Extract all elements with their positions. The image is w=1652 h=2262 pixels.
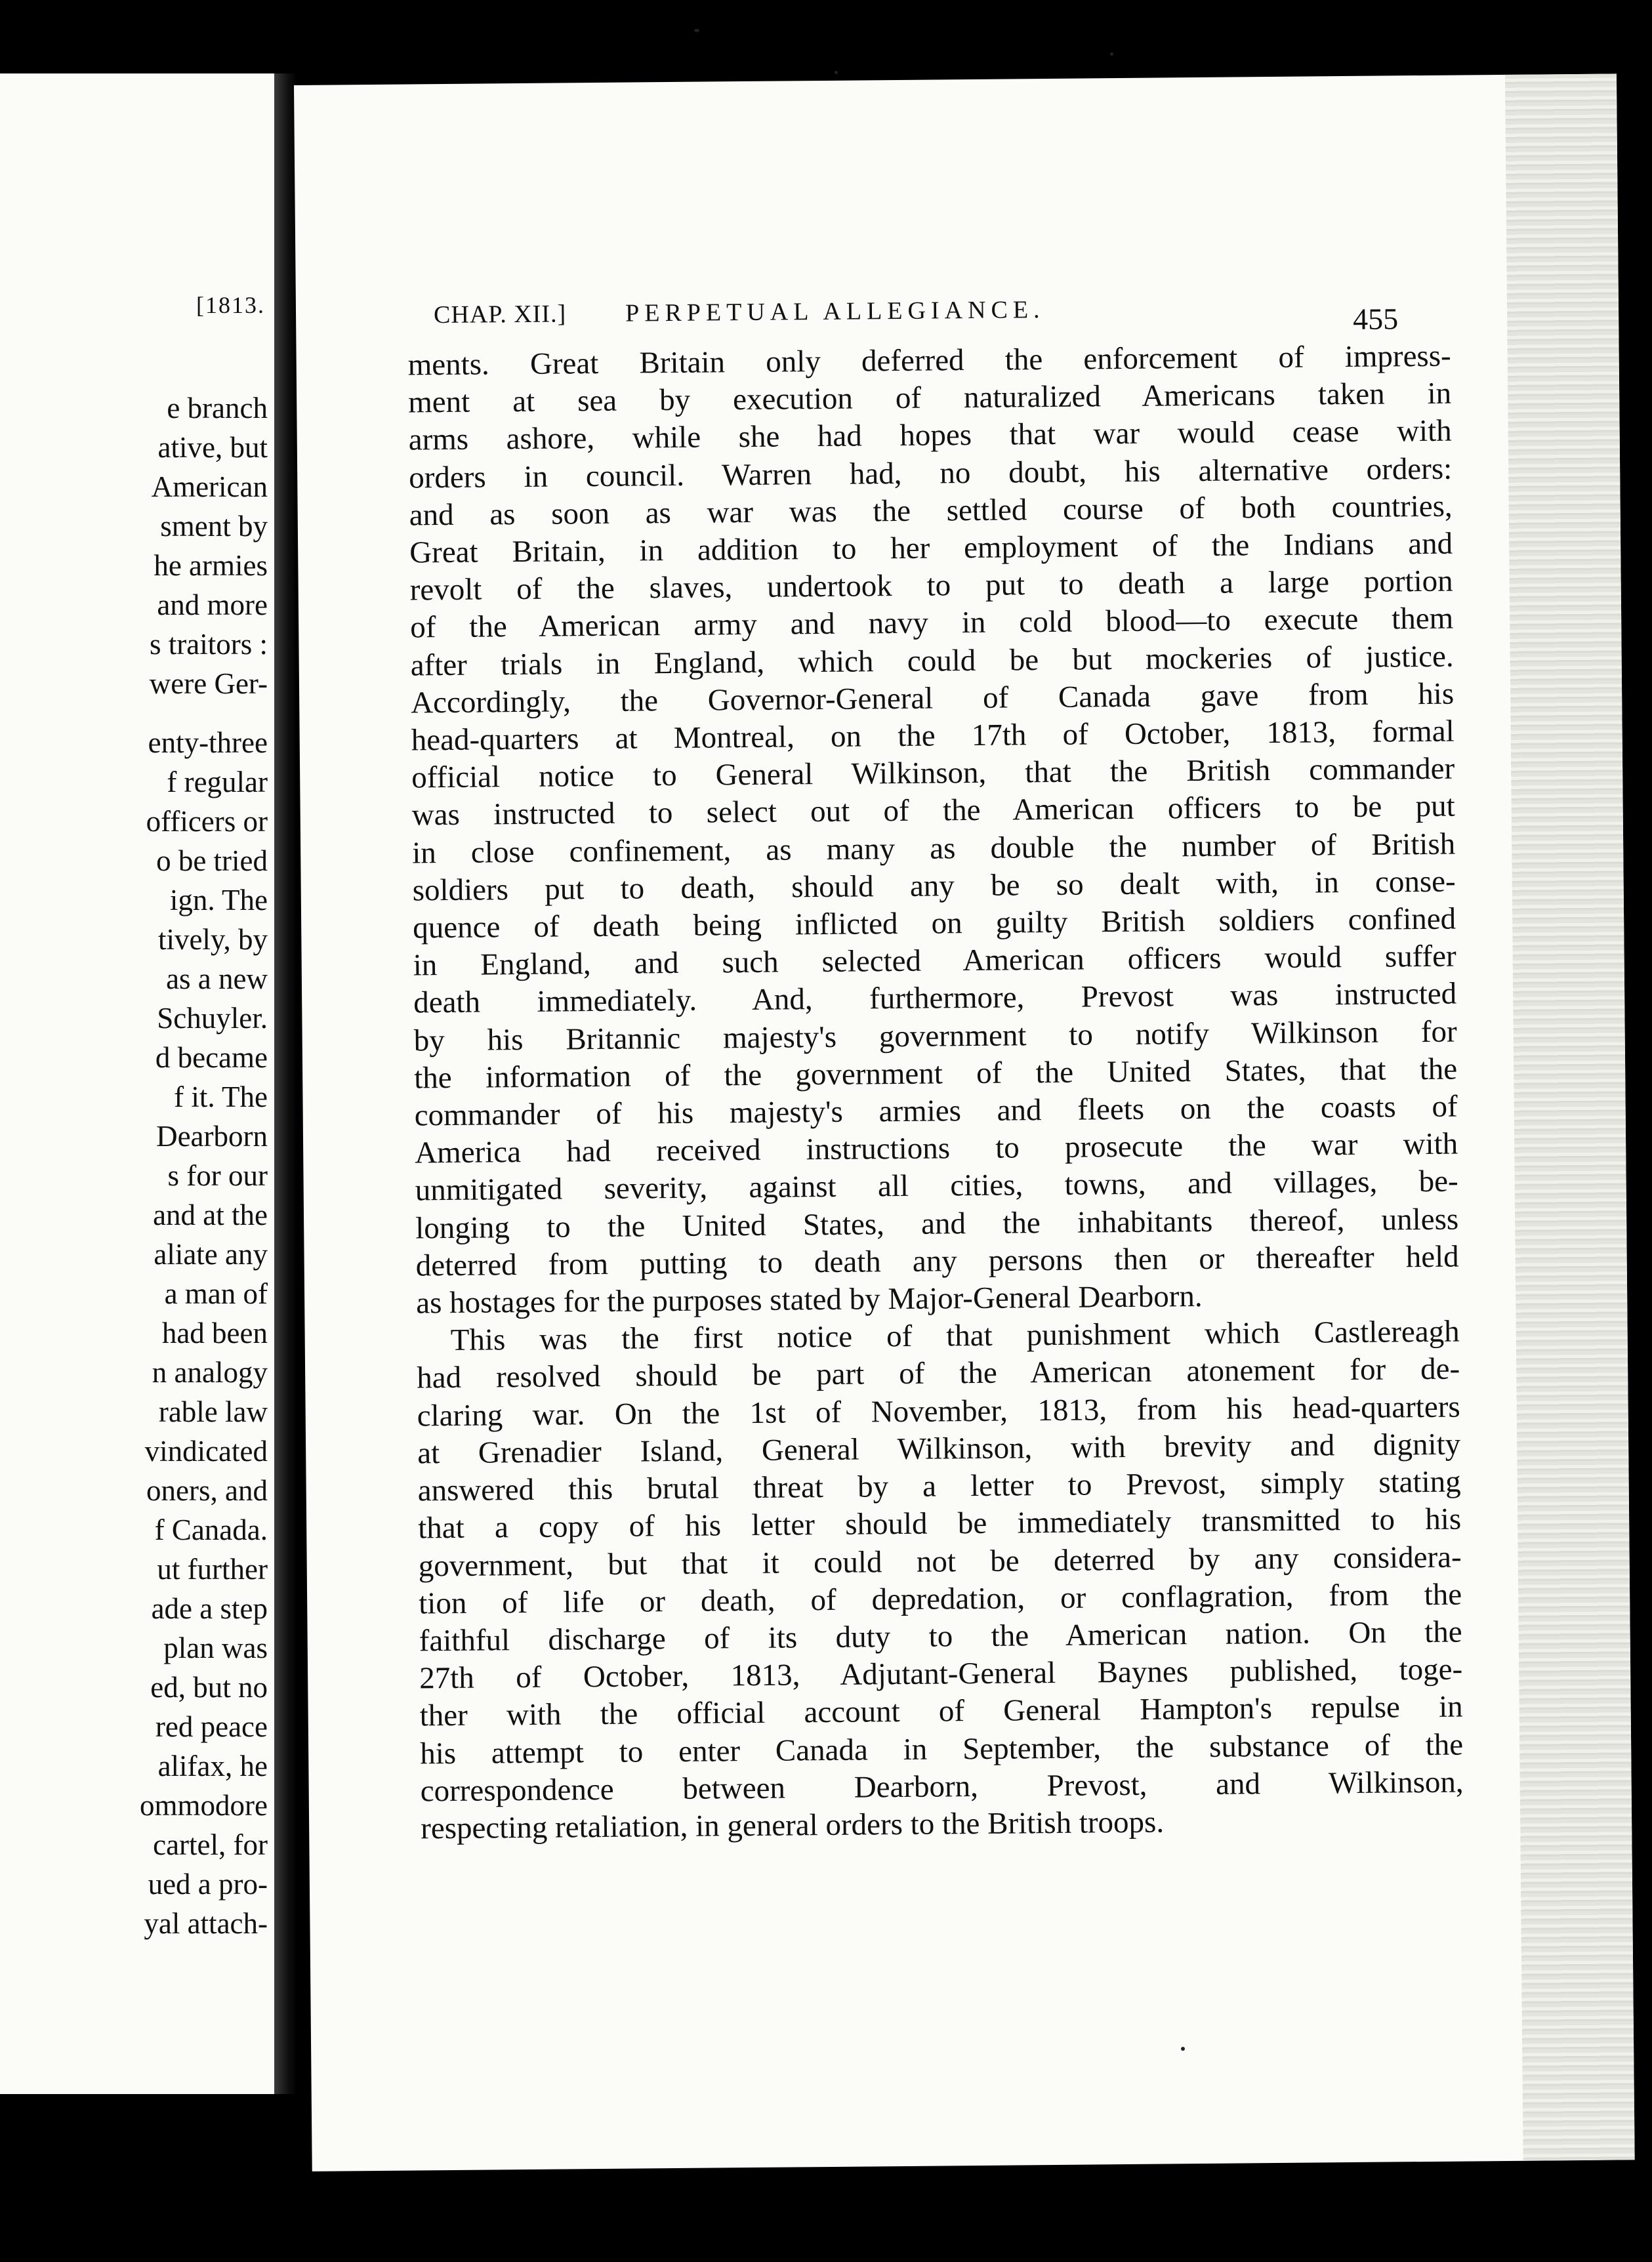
body-text-line: his attempt to enter Canada in September, the substance of the	[419, 1727, 1464, 1771]
body-text-line: unmitigated severity, against all cities, towns, and villages, be-	[415, 1164, 1458, 1208]
left-text-line: vindicated	[144, 1435, 268, 1468]
body-text-line: by his Britannic majesty's government to notify Wilkinson for	[413, 1014, 1457, 1058]
body-text-line: answered this brutal threat by a letter to Prevost, simply stating	[417, 1464, 1461, 1508]
left-text-line: and more	[157, 588, 268, 621]
body-text-line: quence of death being inflicted on guilty British soldiers confined	[412, 901, 1456, 945]
body-text-line: after trials in England, which could be but mockeries of justice.	[410, 639, 1454, 683]
body-text-line: correspondence between Dearborn, Prevost, and Wilkinson,	[420, 1765, 1464, 1809]
left-text-line: oners, and	[146, 1474, 268, 1507]
body-text-line: longing to the United States, and the inhabitants thereof, unless	[415, 1202, 1459, 1246]
body-text-line: had resolved should be part of the American atonement for de-	[416, 1352, 1460, 1395]
left-text-line: had been	[161, 1317, 268, 1349]
body-text-line: orders in council. Warren had, no doubt, his alternative orders:	[408, 451, 1453, 495]
body-text-line: 27th of October, 1813, Adjutant-General Baynes published, toge-	[419, 1652, 1463, 1696]
scan-speck	[1110, 52, 1113, 56]
left-text-line: as a new	[166, 962, 268, 995]
left-text-line: and at the	[153, 1199, 268, 1231]
body-text-line: Accordingly, the Governor-General of Canada gave from his	[410, 676, 1455, 720]
left-text-line: f it. The	[174, 1080, 268, 1113]
scan-speck	[1181, 2047, 1185, 2051]
scan-speck	[835, 71, 838, 74]
left-page-fragment	[0, 73, 278, 2094]
left-text-line: he armies	[154, 549, 268, 582]
left-text-line: were Ger-	[149, 667, 268, 700]
left-text-line: d became	[155, 1041, 268, 1074]
scan-speck	[694, 29, 699, 32]
left-text-line: Schuyler.	[157, 1002, 268, 1035]
body-text-line: official notice to General Wilkinson, that the British commander	[411, 751, 1455, 795]
left-text-line: American	[151, 470, 268, 503]
left-text-line: s for our	[167, 1159, 268, 1192]
left-text-line: s traitors :	[150, 628, 268, 661]
body-text-line: revolt of the slaves, undertook to put to death a large portion	[409, 564, 1453, 607]
body-text-line: ments. Great Britain only deferred the enforcement of impress-	[407, 339, 1451, 382]
body-text-line: death immediately. And, furthermore, Prevost was instructed	[413, 977, 1457, 1020]
left-text-line: Dearborn	[156, 1120, 268, 1153]
body-text-line: America had received instructions to prosecute the war with	[414, 1126, 1458, 1170]
body-text-line: of the American army and navy in cold blood—to execute them	[409, 602, 1454, 645]
left-text-line: enty-three	[148, 726, 268, 759]
body-text-line: and as soon as war was the settled course of both countries,	[409, 489, 1453, 533]
left-text-line: red peace	[155, 1710, 268, 1743]
body-text	[407, 338, 1464, 1848]
left-text-line: sment by	[160, 510, 268, 543]
body-text-line: soldiers put to death, should any be so dealt with, in conse-	[412, 864, 1456, 908]
body-text-line: in close confinement, as many as double the number of British	[411, 827, 1456, 871]
body-text-line: ment at sea by execution of naturalized Americans taken in	[408, 376, 1452, 420]
body-text-line: deterred from putting to death any persons then or thereafter held	[415, 1239, 1459, 1283]
left-text-line: ign. The	[169, 884, 268, 916]
left-text-line: yal attach-	[144, 1907, 268, 1940]
body-text-line: This was the first notice of that punishment which Castlereagh	[450, 1314, 1460, 1358]
left-text-line: ed, but no	[150, 1671, 268, 1704]
left-text-line: ative, but	[157, 431, 268, 464]
left-text-line: ued a pro-	[148, 1868, 268, 1901]
left-text-line: cartel, for	[153, 1828, 268, 1861]
left-text-line: f Canada.	[154, 1513, 268, 1546]
body-text-line: tion of life or death, of depredation, or conflagration, from the	[418, 1577, 1462, 1621]
book-spine-shadow	[274, 73, 297, 2094]
left-text-line: ommodore	[140, 1789, 268, 1822]
left-text-line: officers or	[146, 805, 268, 838]
left-text-line: aliate any	[154, 1238, 268, 1271]
body-text-line: at Grenadier Island, General Wilkinson, with brevity and dignity	[417, 1427, 1461, 1471]
page-edge-stack	[1505, 73, 1635, 2160]
left-text-line: e branch	[167, 392, 268, 424]
left-text-line: f regular	[167, 766, 268, 798]
body-text-line: head-quarters at Montreal, on the 17th of October, 1813, formal	[411, 714, 1455, 758]
running-head	[433, 292, 1399, 336]
left-text-line: o be tried	[156, 844, 268, 877]
body-text-line: arms ashore, while she had hopes that war would cease with	[408, 414, 1452, 457]
left-text-line: plan was	[163, 1632, 268, 1664]
body-text-line: faithful discharge of its duty to the American nation. On the	[419, 1614, 1462, 1658]
body-text-line: government, but that it could not be deterred by any considera-	[418, 1540, 1462, 1583]
body-text-line: was instructed to select out of the American officers to be put	[411, 789, 1455, 833]
left-text-line: alifax, he	[157, 1750, 268, 1782]
left-text-line: a man of	[164, 1277, 268, 1310]
body-text-line: commander of his majesty's armies and fleets on the coasts of	[414, 1089, 1458, 1133]
body-text-line: as hostages for the purposes stated by Major-General Dearborn.	[415, 1279, 1203, 1321]
body-text-line: respecting retaliation, in general orders to the British troops.	[420, 1805, 1165, 1846]
body-text-line: ther with the official account of General Hampton's repulse in	[419, 1689, 1463, 1733]
chapter-label: CHAP. XII.]	[433, 300, 567, 329]
left-text-line: n analogy	[152, 1356, 268, 1389]
left-text-line: ade a step	[151, 1592, 268, 1625]
page-number: 455	[1352, 302, 1399, 336]
body-text-line: that a copy of his letter should be immediately transmitted to his	[417, 1502, 1462, 1546]
left-running-head: [1813.	[196, 292, 265, 318]
body-text-line: the information of the government of the United States, that the	[413, 1052, 1458, 1096]
left-text-column	[140, 388, 268, 1943]
body-text-line: Great Britain, in addition to her employment of the Indians and	[409, 526, 1453, 570]
left-text-line: tively, by	[157, 923, 268, 956]
right-page	[294, 73, 1635, 2171]
left-text-line: ut further	[157, 1553, 268, 1586]
body-text-line: in England, and such selected American officers would suffer	[413, 939, 1456, 983]
body-text-line: claring war. On the 1st of November, 1813, from his head-quarters	[417, 1389, 1460, 1433]
left-text-line: rable law	[158, 1395, 268, 1428]
running-title: PERPETUAL ALLEGIANCE.	[625, 296, 1045, 327]
